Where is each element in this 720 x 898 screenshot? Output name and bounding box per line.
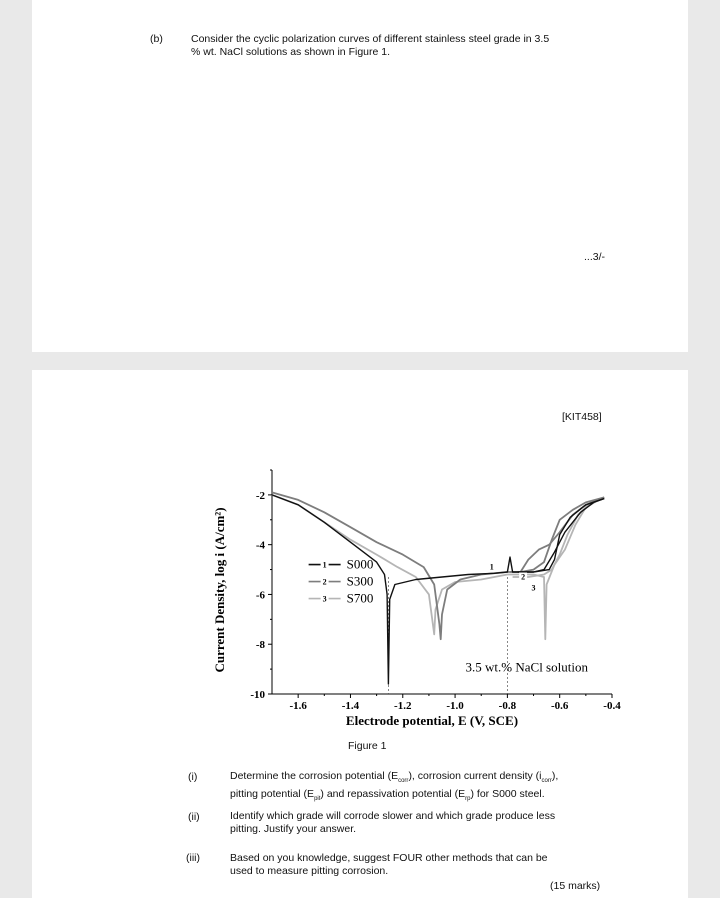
series-s000-reverse-line bbox=[518, 499, 604, 572]
curve-marker-3: 3 bbox=[531, 583, 536, 593]
y-tick-label: -10 bbox=[250, 689, 265, 701]
x-tick-label: -1.6 bbox=[289, 700, 307, 712]
page-one bbox=[32, 0, 688, 352]
legend-label-s300: S300 bbox=[346, 573, 374, 589]
course-code: [KIT458] bbox=[562, 411, 602, 423]
x-tick-label: -1.2 bbox=[394, 700, 412, 712]
question-iii-text: Based on you knowledge, suggest FOUR other methods that can be used to measure pitting corrosion. bbox=[230, 852, 548, 877]
part-label: (b) bbox=[150, 33, 163, 45]
legend-marker-3: 3 bbox=[322, 594, 327, 604]
marks: (15 marks) bbox=[550, 880, 601, 892]
x-axis-title: Electrode potential, E (V, SCE) bbox=[345, 713, 519, 728]
legend-marker-2: 2 bbox=[322, 577, 327, 587]
series-s700-reverse-line bbox=[513, 497, 605, 577]
chart-annotation: 3.5 wt.% NaCl solution bbox=[465, 659, 588, 675]
question-i-text: Determine the corrosion potential $(E_{corr})$, corrosion current density $(i_{corr})$, pitting potential $(E_{pit})$ and repassivation potential $(E_{rp})$ for S000 steel. bbox=[230, 770, 559, 803]
y-axis-title: Current Density, log i (A/cm²) bbox=[212, 507, 227, 673]
question-line-2: % wt. NaCl solutions as shown in Figure 1. bbox=[191, 46, 391, 58]
legend-marker-1: 1 bbox=[322, 560, 327, 570]
page-two bbox=[32, 370, 688, 898]
legend-label-s700: S700 bbox=[346, 590, 374, 606]
series-s000-forward-line bbox=[272, 495, 604, 684]
x-tick-label: -1.0 bbox=[446, 700, 464, 712]
question-i-label: (i) bbox=[188, 771, 198, 783]
curve-marker-2: 2 bbox=[521, 572, 526, 582]
page-marker: ...3/- bbox=[584, 251, 606, 263]
question-line-1: Consider the cyclic polarization curves of different stainless steel grade in 3.5 bbox=[191, 33, 550, 45]
question-ii-label: (ii) bbox=[188, 811, 200, 823]
question-ii-text: Identify which grade will corrode slower and which grade produce less pitting. Justify your answer. bbox=[230, 810, 556, 835]
x-tick-label: -0.6 bbox=[550, 700, 569, 712]
y-tick-label: -8 bbox=[255, 639, 265, 652]
x-tick-label: -1.4 bbox=[341, 700, 360, 712]
figure-caption: Figure 1 bbox=[348, 740, 387, 752]
polarization-chart bbox=[202, 460, 622, 750]
question-iii-label: (iii) bbox=[186, 852, 200, 864]
x-tick-label: -0.8 bbox=[498, 700, 517, 712]
x-tick-label: -0.4 bbox=[603, 700, 621, 712]
y-tick-label: -6 bbox=[255, 589, 265, 602]
y-tick-label: -4 bbox=[255, 539, 265, 552]
curve-marker-1: 1 bbox=[489, 562, 494, 572]
y-tick-label: -2 bbox=[255, 489, 265, 502]
legend-label-s000: S000 bbox=[346, 556, 374, 572]
